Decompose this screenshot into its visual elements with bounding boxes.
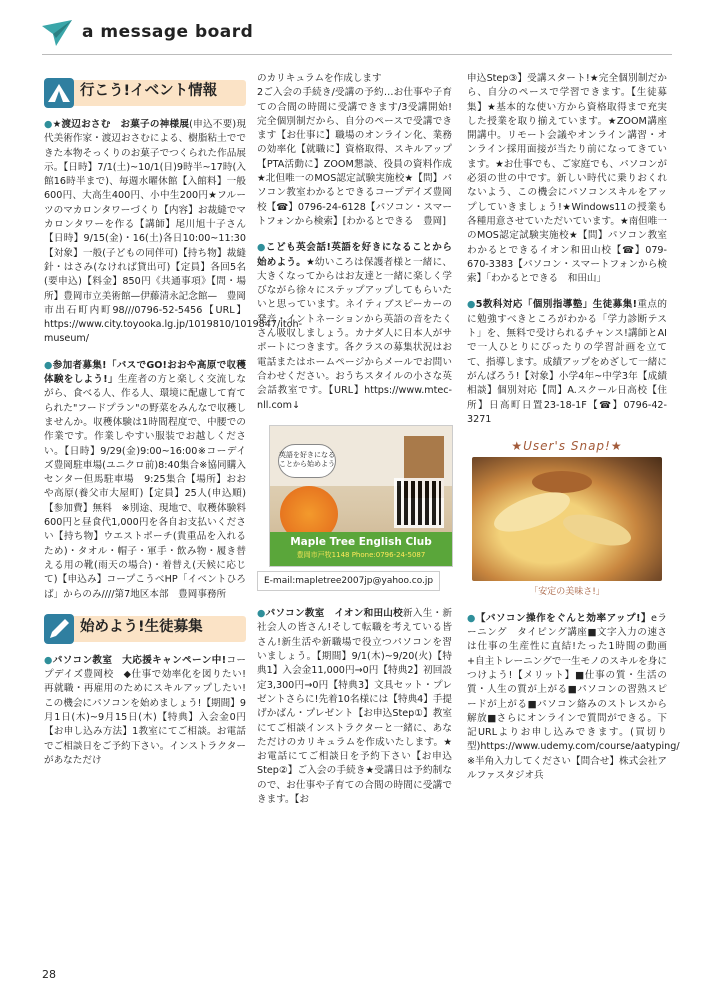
article-aeon-pc-continued: 申込Step③】受講スタート!★完全個別制だから、自分のペースで学習できます。【生徒募集】★基本的な使い方から資格取得まで充実した授業を取り揃えています。★ZOOM講座開講中。リモート会議やオンライン講習・オンライン採用面接が当たり前になってきています。★お仕事でも、ご家庭でも、パソコンが必須の世の中です。新しい時代に乗りおくれないよう、この機会にパソコンスキルをアップしていきましょう!★Windows11の授業も各種用意させていただいています。★南但唯一のMOS認定試験実施校★【問】パソコン教室わかるとできるイオン和田山校【☎】079-670-3383【パソコン・スマートフォンから検索】「わかるとできる 和田山」 <box>467 73 667 285</box>
article-kids-english <box>257 241 452 413</box>
article-aeon-pc <box>257 607 452 807</box>
article-heading: 5教科対応「個別指導塾」生徒募集! <box>475 299 638 311</box>
header-title: a message board <box>82 22 254 42</box>
paper-plane-icon <box>42 20 72 46</box>
article-typing-course <box>467 612 680 784</box>
article-heading: こども英会話!英語を好きになることから始めよう。 <box>257 242 452 268</box>
column-1 <box>44 72 303 780</box>
article-body: eラーニング タイピング講座■文字入力の速さは仕事の生産性に直結!たった1時間の動画+自主トレーニングで一生モノのスキルを身につけよう!【メリット】■仕事の質・生活の質・人生の質が上がる■パソコンの習熟スピードが上がる■パソコン絡みのストレスから解放■さらにオンラインで質問ができる。下記URLよりお申し込みできます。(買切り型)https://www.udemy.com/course/aatyping/※半角入力してください【問合せ】株式会社アルファスタジオ兵 <box>467 612 680 781</box>
student-recruit-banner <box>44 614 246 644</box>
photo-onion <box>489 485 574 541</box>
article-pc-campaign <box>44 654 246 768</box>
banner-label: 始めよう!生徒募集 <box>80 618 203 635</box>
article-heading: 【パソコン操作をぐんと効率アップ!】 <box>475 612 652 624</box>
column-3 <box>467 72 680 795</box>
speech-bubble: 英語を好きになることから始めよう <box>278 444 336 478</box>
article-watanabe-exhibit <box>44 118 303 347</box>
article-heading: 参加者募集!「バスでGO!おおや高原で収穫体験をしよう!」 <box>44 359 247 386</box>
article-body: 新入生・新社会人の皆さん!そして転職を考えている皆さん!新生活や新職場で役立つパソコンを習いましょう。【期間】9/1(木)~9/20(火)【特典1】入会金11,000円→0円【特典2】初回設定3,300円→0円【特典3】文具セット・プレゼントさらに!先着10名様には【特典4】手提げかばん・プレゼント【お申込Step①】教室にてご相談インストラクターと一緒に、あなただけのカリキュラムを作成いたします。★お電話にてご相談日を予約下さい【お申込Step②】ご入会の手続き★受講日は予約制なので、お仕事や子育ての合間の時間に受講できます。【お <box>257 608 452 805</box>
bullet-icon: ● <box>467 612 476 624</box>
article-heading: パソコン教室 イオン和田山校 <box>265 608 404 620</box>
club-email: E-mail:mapletree2007jp@yahoo.co.jp <box>257 571 440 591</box>
bullet-icon: ● <box>257 242 266 254</box>
english-club-photo <box>269 425 453 567</box>
users-snap-photo <box>472 457 662 581</box>
article-body: ★幼いころは保護者様と一緒に、大きくなってからはお友達と一緒に楽しく学びながら徐々にステップアップしてもらいたいと思っています。ネイティブスピーカーの発音・イントネーションから英語の音をたくさん吸収しましょう。カナダ人に日本人がサポートにつきます。各クラスの募集状況はお電話またはホームページからメールでお問い合わせください。おうちスタイルの小さな英会話教室です。【URL】https://www.mtec-nll.com↓ <box>257 256 453 411</box>
column-2 <box>257 72 452 819</box>
article-body: コープデイズ豊岡校 ◆仕事で効率化を図りたい!再就職・再雇用のためにスキルアップしたい!この機会にパソコンを始めましょう!【期間】9月1日(木)~9月15日(木)【特典】入会金0円【お申し込み方法】1教室にてご相談。お電話でご相談日をご予約下さい。インストラクターがあなただけ <box>44 654 246 766</box>
bullet-icon: ● <box>467 299 476 311</box>
bullet-icon: ● <box>257 608 266 620</box>
bullet-icon: ● <box>44 119 53 130</box>
article-heading: ★渡辺おさむ お菓子の神様展 <box>52 119 190 130</box>
photo-onion <box>560 509 634 552</box>
club-sign <box>270 532 452 566</box>
club-address: 豊岡市戸牧1148 Phone:0796-24-5087 <box>296 550 426 559</box>
header-rule <box>42 54 672 55</box>
banner-label: 行こう!イベント情報 <box>80 83 218 99</box>
article-body: (申込不要)現代美術作家・渡辺おさむによる、樹脂粘土でできた本物そっくりのお菓子でつくられた作品展示。【日時】7/1(土)~10/1(日)9時半~17時(入館16時半まで)、毎週水曜休館【入館料】一般600円、大高生400円、小中生200円★フルーツのマカロンタワーづくり【内容】お裁縫でマカロンタワーを作る【講師】尾川旭十子さん【日時】9/15(金)・16(土)各日10:00~11:30【対象】一般(子どもの同伴可)【持ち物】裁縫針・はさみ(なければ貸出可)【定員】各回5名(要申込)【料金】850円《共通事項》【問・場所】豊岡市立美術館—伊藤清永記念館— 豊岡市出石町内町98///0796-52-5456【URL】https://www.city.toyooka.lg.jp/1019810/1019847/itoh-museum/ <box>44 119 303 345</box>
article-bus-harvest <box>44 359 246 602</box>
event-info-banner <box>44 78 246 108</box>
page-header <box>42 20 672 48</box>
page-number: 28 <box>42 968 56 981</box>
bullet-icon: ● <box>44 654 53 666</box>
article-body: 重点的に勉強すべきところがわかる「学力診断テスト」を、無料で受けられるチャンス!講師とAIで一人ひとりにぴったりの学習計画を立てて、指導します。成績アップをめざして一緒にがんばろう!【対象】小学4年~中学3年【成績相談】個別対応【問】A.スクール日高校【住所】日高町日置23-18-1F【☎】0796-42-3271 <box>467 299 667 425</box>
bullet-icon: ● <box>44 359 53 371</box>
photo-meat <box>532 471 592 493</box>
article-heading: パソコン教室 大応援キャンペーン中! <box>52 654 227 666</box>
article-body: 生産者の方と楽しく交流しながら、食べる人、作る人、環境に配慮して育てられた"フードプラン"の野菜をみんなで収穫しませんか。収穫体験は1時間程度で、中腰での作業です。作業しやすい服装でお越しください。【日時】9/29(金)9:00~16:00※コーデイズ豊岡駐車場(ユニクロ前)8:40集合※協同購入センター但馬駐車場 9:25集合【場所】おおや高原(養父市大屋町)【定員】25人(申込順)【参加費】無料 ※別途、現地で、収穫体験料600円と昼食代1,000円を各自お支払いください【持ち物】ウエストポーチ(貴重品を入れるため)・タオル・帽子・軍手・飲み物・履き替える用の靴(雨天の場合)・着替え(天候に応じて)【申込み】コープこうべHP「イベントひろば」からのみ////第7地区本部 豊岡事務所 <box>44 374 246 600</box>
tent-icon <box>44 78 74 108</box>
qr-code-icon <box>394 478 444 528</box>
pencil-icon <box>44 614 74 644</box>
users-snap-title: ★User's Snap!★ <box>511 439 623 454</box>
article-tutoring <box>467 298 667 427</box>
users-snap-caption: 「安定の美味さ!」 <box>529 587 605 598</box>
article-pc-campaign-continued: のカリキュラムを作成します 2ご入会の手続き/受講の予約…お仕事や子育ての合間の時間に受講できます/3受講開始!完全個別制だから、自分のペースで受講できます【お仕事に】職場のオンライン化、業務の効率化【就職に】資格取得、スキルアップ【PTA活動に】ZOOM懇談、役員の資料作成★北但唯一のMOS認定試験実施校★【問】パソコン教室わかるとできるコープデイズ豊岡校【☎】0796-24-6128【パソコン・スマートフォンから検索】[わかるとできる 豊岡] <box>257 73 452 227</box>
club-name: Maple Tree English Club <box>290 535 432 548</box>
